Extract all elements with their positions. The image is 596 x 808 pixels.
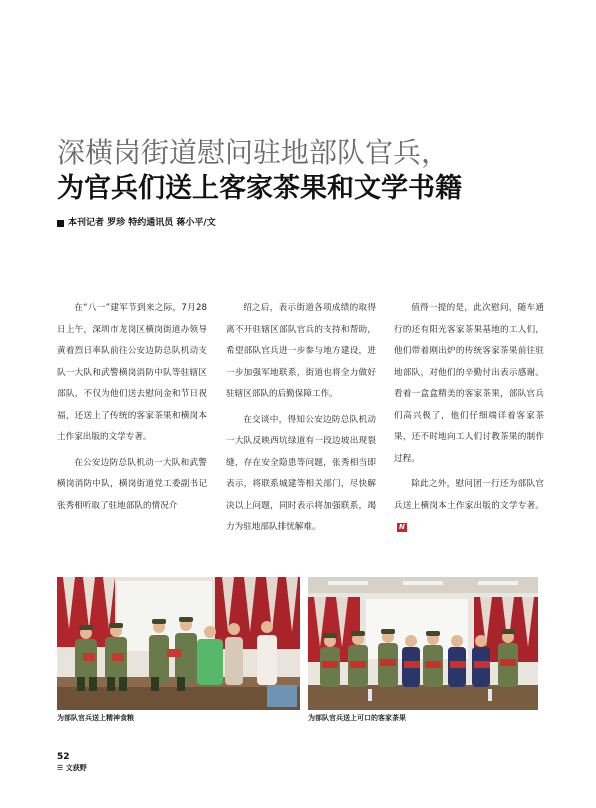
byline-text: 本刊记者 罗珍 特约通讯员 蒋小平/文 [68,218,216,228]
paragraph: 在“八一”建军节到来之际，7月28日上午，深圳市龙岗区横岗街道办领导黄着烈日率队前往公安边防总队机动支队一大队和武警横岗消防中队等驻辖区部队，不仅为他们送去慰问金和节日祝福，还送上了传统的客家茶果和横岗本土作家出版的文学专著。 [57,303,207,442]
magazine-logo: ☰ 文获野 [57,764,87,772]
photo-tea-fruit-presentation [308,577,538,710]
paragraph-text: 除此之外，慰问团一行还为部队官兵送上横岗本土作家出版的文学专著。 [394,479,544,511]
square-bullet-icon [57,220,64,227]
photo-caption: 为部队官兵送上可口的客家茶果 [308,714,406,722]
paragraph: 值得一提的是，此次慰问，随车通行的还有阳光客家茶果基地的工人们，他们带着刚出炉的传统客家茶果前往驻地部队，对他们的辛勤付出表示感谢。看着一盒盒精美的客家茶果，部队官兵们高兴极了，他们仔细端详着客家茶果，还不时地向工人们讨教茶果的制作过程。 [394,303,544,464]
photo-caption: 为部队官兵送上精神食粮 [57,714,134,722]
article-title-line1: 深横岗街道慰问驻地部队官兵， [57,136,450,169]
photo-books-presentation [57,577,300,710]
page-number: 52 [57,752,70,762]
text-column-2 [226,298,376,543]
paragraph: 在交谈中，得知公安边防总队机动一大队反映西坑绿道有一段边坡出现裂缝，存在安全隐患等问题，张秀相当即表示，将联系城建等相关部门，尽快解决以上问题，同时表示将加强联系，竭力为驻地部队排忧解难。 [226,414,376,532]
paragraph: 在公安边防总队机动一大队和武警横岗消防中队，横岗街道党工委副书记张秀相听取了驻地部队的情况介 [57,457,207,511]
byline [57,217,216,229]
end-mark-icon: N [399,523,405,531]
paragraph [394,474,544,539]
article-title-line2: 为官兵们送上客家茶果和文学书籍 [57,173,462,204]
paragraph: 绍之后，表示街道各项成绩的取得离不开驻辖区部队官兵的支持和帮助，希望部队官兵进一步参与地方建设，进一步加强军地联系，街道也将全力做好驻辖区部队的后勤保障工作。 [226,303,376,399]
text-column-3 [394,298,544,543]
text-column-1 [57,298,207,521]
